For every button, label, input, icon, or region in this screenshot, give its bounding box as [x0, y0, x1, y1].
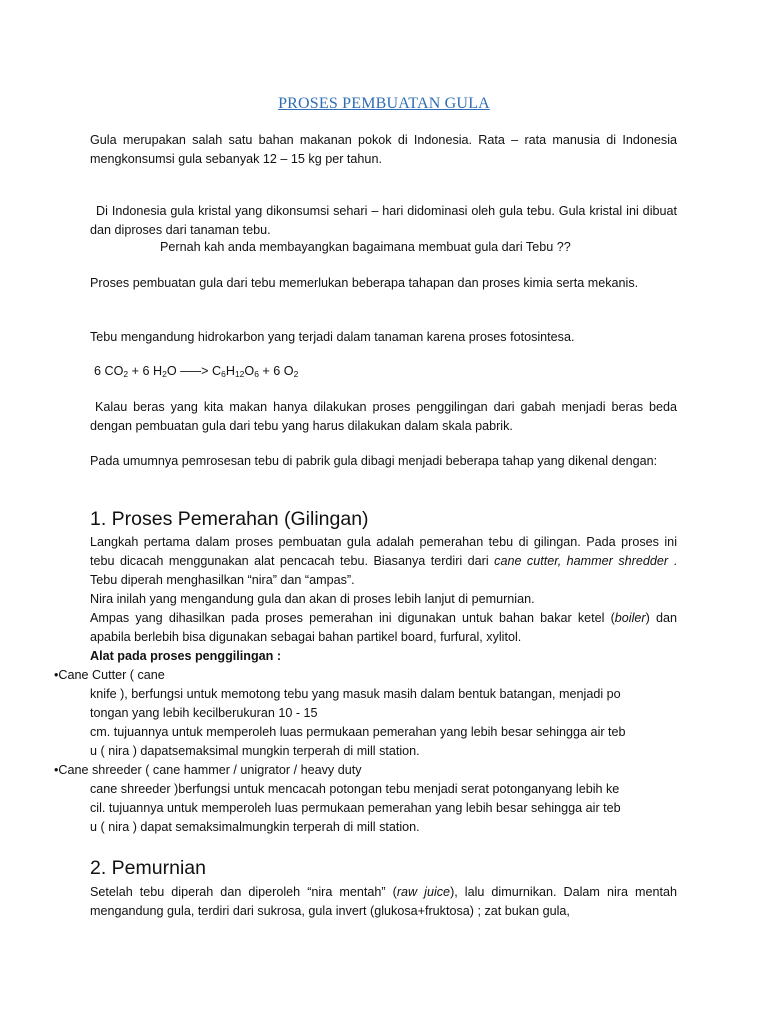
- bullet-cane-cutter-head: •Cane Cutter ( cane: [54, 668, 165, 682]
- paragraph-photosynthesis: Tebu mengandung hidrokarbon yang terjadi dalam tanaman karena proses fotosintesa.: [90, 330, 575, 344]
- paragraph-ampas: Ampas yang dihasilkan pada proses pemerahan ini digunakan untuk bahan bakar ketel (boiler) dan apabila berlebih bisa digunakan sebagai bahan partikel board, furfural, xylitol.: [90, 611, 677, 644]
- section-heading-pemurnian: 2. Pemurnian: [90, 857, 206, 879]
- page-title: PROSES PEMBUATAN GULA: [278, 95, 490, 112]
- paragraph-rice-comparison: Kalau beras yang kita makan hanya dilakukan proses penggilingan dari gabah menjadi beras beda dengan pembuatan gula dari tebu yang harus dilakukan dalam skala pabrik.: [90, 400, 677, 433]
- paragraph-sugar-crystal: Di Indonesia gula kristal yang dikonsumsi sehari – hari didominasi oleh gula tebu. Gula kristal ini dibuat dan diproses dari tanaman tebu.: [90, 204, 677, 237]
- section-heading-pemerahan: 1. Proses Pemerahan (Gilingan): [90, 508, 369, 530]
- paragraph-intro: Gula merupakan salah satu bahan makanan pokok di Indonesia. Rata – rata manusia di Indonesia mengkonsumsi gula sebanyak 12 – 15 kg per tahun.: [90, 133, 677, 166]
- paragraph-pemerahan: Langkah pertama dalam proses pembuatan gula adalah pemerahan tebu di gilingan. Pada proses ini tebu dicacah menggunakan alat pencacah tebu. Biasanya terdiri dari cane cutter, hammer shredder . Tebu diperah menghasilkan “nira” dan “ampas”.: [90, 535, 677, 587]
- tools-label: Alat pada proses penggilingan :: [90, 649, 282, 663]
- paragraph-question: Pernah kah anda membayangkan bagaimana membuat gula dari Tebu ??: [160, 240, 571, 254]
- paragraph-process-stages: Proses pembuatan gula dari tebu memerlukan beberapa tahapan dan proses kimia serta mekanis.: [90, 276, 639, 290]
- bullet-cane-cutter-body: knife ), berfungsi untuk memotong tebu yang masuk masih dalam bentuk batangan, menjadi po tongan yang lebih kecilberukuran 10 - 15 cm. tujuannya untuk memperoleh luas permukaan pemerahan yang lebih besar sehingga air teb u ( nira ) dapatsemaksimal mungkin terperah di mill station.: [90, 687, 626, 758]
- chemical-equation: 6 $CO_2 + 6$ $H_2O$ –––> $C_6H_{12}O_6 + 6$ $O_2$: [94, 364, 299, 379]
- bullet-cane-shreeder-head: •Cane shreeder ( cane hammer / unigrator / heavy duty: [54, 763, 362, 777]
- paragraph-pemurnian: Setelah tebu diperah dan diperoleh “nira mentah” (raw juice), lalu dimurnikan. Dalam nira mentah mengandung gula, terdiri dari sukrosa, gula invert (glukosa+fruktosa) ; zat bukan gula,: [90, 885, 677, 918]
- paragraph-stages-intro: Pada umumnya pemrosesan tebu di pabrik gula dibagi menjadi beberapa tahap yang dikenal dengan:: [90, 454, 658, 468]
- bullet-cane-shreeder-body: cane shreeder )berfungsi untuk mencacah potongan tebu menjadi serat potonganyang lebih ke cil. tujuannya untuk memperoleh luas permukaan pemerahan yang lebih besar sehingga air teb u ( nira ) dapat semaksimalmungkin terperah di mill station.: [90, 782, 621, 834]
- paragraph-nira: Nira inilah yang mengandung gula dan akan di proses lebih lanjut di pemurnian.: [90, 592, 535, 606]
